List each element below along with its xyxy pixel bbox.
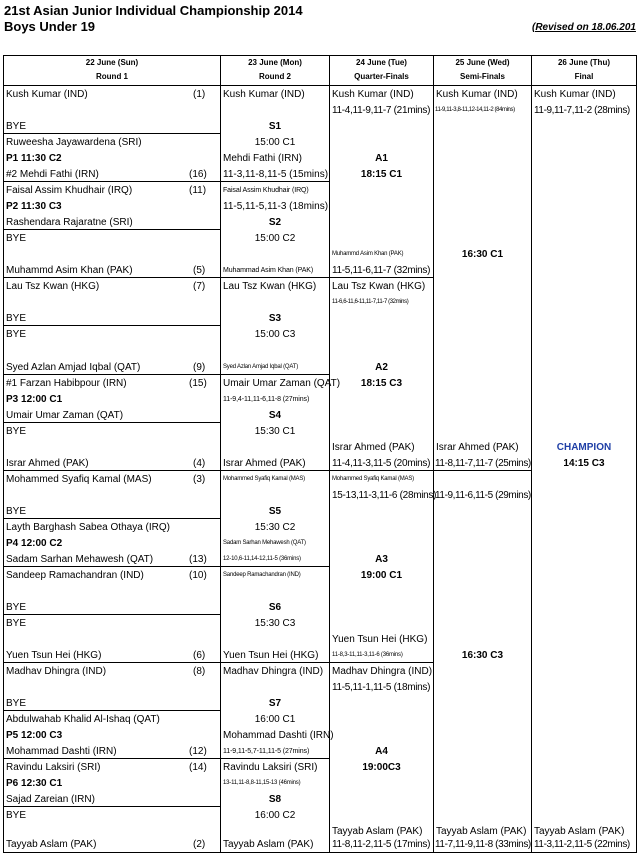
player-entry: Abdulwahab Khalid Al-Ishaq (QAT)	[6, 714, 160, 725]
match-score: 11-8,3-11,11-3,11-6 (36mins)	[332, 652, 403, 658]
seed: (16)	[189, 169, 207, 180]
seed: (8)	[193, 666, 206, 677]
player-entry: Ravindu Laksiri (SRI)	[6, 762, 101, 773]
bracket-line	[220, 374, 329, 375]
match-label: S4	[268, 410, 282, 421]
page-title: 21st Asian Junior Individual Championship 2014	[4, 3, 303, 18]
bye-entry: BYE	[6, 810, 27, 821]
col-round: Semi-Finals	[460, 72, 505, 81]
bracket-line	[3, 518, 220, 519]
player-entry: Tayyab Aslam (PAK)	[534, 826, 625, 837]
match-schedule: P4 12:00 C2	[6, 538, 63, 549]
match-time: 14:15 C3	[563, 458, 605, 469]
seed: (5)	[193, 265, 206, 276]
match-label: S3	[268, 313, 282, 324]
seed: (13)	[189, 554, 207, 565]
bye-entry: BYE	[6, 506, 27, 517]
match-score: 15-13,11-3,11-6 (28mins)	[332, 490, 437, 501]
player-entry: Tayyab Aslam (PAK)	[223, 839, 314, 850]
bye-entry: BYE	[6, 329, 27, 340]
match-time: 16:00 C1	[254, 714, 296, 725]
bracket-line	[329, 662, 433, 663]
player-entry: Israr Ahmed (PAK)	[436, 442, 519, 453]
player-entry: Sandeep Ramachandran (IND)	[223, 572, 301, 578]
col-date: 22 June (Sun)	[85, 58, 139, 67]
match-score: 11-9,4-11,11-6,11-8 (27mins)	[223, 396, 310, 403]
bye-entry: BYE	[6, 602, 27, 613]
player-entry: Umair Umar Zaman (QAT)	[6, 410, 124, 421]
seed: (12)	[189, 746, 207, 757]
match-score: 11-3,11-2,11-5 (22mins)	[534, 839, 630, 850]
match-time: 15:00 C1	[254, 137, 296, 148]
bracket-line	[220, 181, 329, 182]
match-time: 15:30 C3	[254, 618, 296, 629]
player-entry: Faisal Assim Khudhair (IRQ)	[223, 187, 309, 194]
col-date: 23 June (Mon)	[248, 58, 302, 67]
player-entry: Muhammad Asim Khan (PAK)	[223, 267, 314, 274]
player-entry: Tayyab Aslam (PAK)	[6, 839, 97, 850]
player-entry: Kush Kumar (IND)	[436, 89, 518, 100]
player-entry: Yuen Tsun Hei (HKG)	[332, 634, 428, 645]
player-entry: Syed Azlan Amjad Iqbal (QAT)	[6, 362, 141, 373]
player-entry: Kush Kumar (IND)	[223, 89, 305, 100]
match-time: 15:30 C1	[254, 426, 296, 437]
page-subtitle: Boys Under 19	[4, 19, 96, 34]
table-border-bottom	[3, 852, 637, 853]
bracket-line	[220, 758, 329, 759]
champion-label: CHAMPION	[556, 442, 612, 453]
player-entry: Israr Ahmed (PAK)	[223, 458, 306, 469]
match-time: 16:30 C3	[461, 650, 504, 661]
match-label: A4	[375, 746, 388, 757]
match-time: 15:00 C3	[254, 329, 296, 340]
player-entry: Madhav Dhingra (IND)	[6, 666, 107, 677]
col-divider	[220, 55, 221, 853]
col-divider	[433, 55, 434, 853]
player-entry: Sajad Zareian (IRN)	[6, 794, 95, 805]
player-entry: Mohammed Syafiq Kamal (MAS)	[6, 474, 152, 485]
match-score: 11-3,11-8,11-5 (15mins)	[223, 169, 329, 180]
player-entry: Israr Ahmed (PAK)	[332, 442, 415, 453]
match-schedule: P5 12:00 C3	[6, 730, 63, 741]
bracket-line	[3, 277, 220, 278]
player-entry: Lau Tsz Kwan (HKG)	[6, 281, 100, 292]
bracket-line	[3, 422, 220, 423]
bracket-line	[3, 614, 220, 615]
bracket-line	[3, 662, 220, 663]
col-divider	[3, 55, 4, 853]
match-time: 16:30 C1	[461, 249, 504, 260]
player-entry: Kush Kumar (IND)	[332, 89, 414, 100]
col-date: 24 June (Tue)	[356, 58, 407, 67]
seed: (6)	[193, 650, 206, 661]
bracket-line	[329, 277, 433, 278]
match-label: S5	[268, 506, 282, 517]
seed: (3)	[193, 474, 206, 485]
col-divider	[531, 55, 532, 853]
seed: (9)	[193, 362, 206, 373]
bye-entry: BYE	[6, 121, 27, 132]
bracket-line	[3, 758, 220, 759]
player-entry: Israr Ahmed (PAK)	[6, 458, 89, 469]
bracket-line	[220, 470, 329, 471]
bye-entry: BYE	[6, 233, 27, 244]
match-label: A3	[375, 554, 388, 565]
col-round: Round 2	[259, 72, 291, 81]
header-divider	[3, 85, 637, 86]
match-score: 11-5,11-5,11-3 (18mins)	[223, 201, 329, 212]
player-entry: Ravindu Laksiri (SRI)	[223, 762, 318, 773]
player-entry: Sadam Sarhan Mehawesh (QAT)	[6, 554, 154, 565]
player-entry: Kush Kumar (IND)	[6, 89, 88, 100]
player-entry: Mohammad Dashti (IRN)	[6, 746, 117, 757]
bracket-line	[3, 566, 220, 567]
player-entry: Lau Tsz Kwan (HKG)	[332, 281, 426, 292]
match-time: 15:00 C2	[254, 233, 296, 244]
player-entry: #2 Mehdi Fathi (IRN)	[6, 169, 99, 180]
bracket-line	[3, 229, 220, 230]
match-label: S1	[268, 121, 282, 132]
match-label: A1	[375, 153, 388, 164]
player-entry: Tayyab Aslam (PAK)	[436, 826, 527, 837]
match-score: 11-8,11-7,11-7 (25mins)	[435, 458, 531, 469]
match-score: 11-8,11-2,11-5 (17mins)	[332, 839, 431, 850]
player-entry: Tayyab Aslam (PAK)	[332, 826, 423, 837]
player-entry: Mohammad Dashti (IRN)	[223, 730, 334, 741]
match-score: 13-11,11-8,8-11,15-13 (46mins)	[223, 780, 301, 786]
bracket-line	[329, 470, 433, 471]
bracket-line	[3, 710, 220, 711]
match-score: 11-9,11-7,11-2 (28mins)	[534, 105, 630, 116]
player-entry: Madhav Dhingra (IND)	[332, 666, 433, 677]
player-entry: Muhammd Asim Khan (PAK)	[332, 251, 404, 257]
match-score: 11-4,11-9,11-7 (21mins)	[332, 105, 431, 116]
match-score: 11-9,11-6,11-5 (29mins)	[435, 490, 531, 501]
bracket-line	[3, 325, 220, 326]
match-time: 15:30 C2	[254, 522, 296, 533]
player-entry: Yuen Tsun Hei (HKG)	[223, 650, 319, 661]
bye-entry: BYE	[6, 698, 27, 709]
bracket-line	[3, 181, 220, 182]
seed: (2)	[193, 839, 206, 850]
match-schedule: P3 12:00 C1	[6, 394, 63, 405]
match-score: 11-9,11-5,7-11,11-5 (27mins)	[223, 748, 310, 755]
match-label: S7	[268, 698, 282, 709]
player-entry: Umair Umar Zaman (QAT)	[223, 378, 341, 389]
seed: (11)	[189, 185, 207, 196]
player-entry: Madhav Dhingra (IND)	[223, 666, 324, 677]
player-entry: Sadam Sarhan Mehawesh (QAT)	[223, 540, 306, 546]
player-entry: #1 Farzan Habibpour (IRN)	[6, 378, 127, 389]
player-entry: Muhammd Asim Khan (PAK)	[6, 265, 133, 276]
seed: (15)	[189, 378, 207, 389]
table-border-top	[3, 55, 637, 56]
bracket-line	[3, 806, 220, 807]
bye-entry: BYE	[6, 313, 27, 324]
bracket-line	[220, 662, 329, 663]
match-schedule: P2 11:30 C3	[6, 201, 62, 212]
match-score: 11-5,11-1,11-5 (18mins)	[332, 682, 431, 693]
match-time: 19:00 C1	[360, 570, 403, 581]
player-entry: Syed Azlan Amjad Iqbal (QAT)	[223, 364, 298, 370]
col-date: 25 June (Wed)	[455, 58, 510, 67]
player-entry: Rashendara Rajaratne (SRI)	[6, 217, 133, 228]
player-entry: Kush Kumar (IND)	[534, 89, 616, 100]
player-entry: Faisal Assim Khudhair (IRQ)	[6, 185, 133, 196]
match-schedule: P6 12:30 C1	[6, 778, 63, 789]
match-score: 11-6,6-11,6-11,11-7,11-7 (32mins)	[332, 299, 409, 305]
match-schedule: P1 11:30 C2	[6, 153, 62, 164]
bracket-line	[220, 277, 329, 278]
seed: (4)	[193, 458, 206, 469]
bracket-line	[220, 566, 329, 567]
player-entry: Layth Barghash Sabea Othaya (IRQ)	[6, 522, 170, 533]
col-round: Round 1	[96, 72, 128, 81]
match-label: S8	[268, 794, 282, 805]
bracket-line	[3, 133, 220, 134]
col-date: 26 June (Thu)	[557, 58, 610, 67]
match-time: 16:00 C2	[254, 810, 296, 821]
bracket-line	[433, 470, 531, 471]
player-entry: Mehdi Fathi (IRN)	[223, 153, 302, 164]
player-entry: Mohammed Syafiq Kamal (MAS)	[223, 476, 305, 482]
player-entry: Lau Tsz Kwan (HKG)	[223, 281, 317, 292]
bracket-line	[3, 470, 220, 471]
seed: (7)	[193, 281, 206, 292]
player-entry: Mohammed Syafiq Kamal (MAS)	[332, 476, 414, 482]
player-entry: Yuen Tsun Hei (HKG)	[6, 650, 102, 661]
seed: (14)	[189, 762, 207, 773]
match-time: 18:15 C1	[360, 169, 403, 180]
col-round: Final	[574, 72, 594, 81]
match-label: S6	[268, 602, 282, 613]
bye-entry: BYE	[6, 426, 27, 437]
match-score: 11-9,11-3,8-11,12-14,11-2 (84mins)	[435, 107, 515, 113]
player-entry: Ruweesha Jayawardena (SRI)	[6, 137, 142, 148]
match-score: 12-10,6-11,14-12,11-5 (36mins)	[223, 556, 301, 562]
seed: (10)	[189, 570, 207, 581]
match-score: 11-5,11-6,11-7 (32mins)	[332, 265, 431, 276]
revised-note: (Revised on 18.06.201	[532, 22, 636, 33]
match-time: 18:15 C3	[360, 378, 403, 389]
match-time: 19:00C3	[362, 762, 401, 773]
col-divider	[636, 55, 637, 853]
bye-entry: BYE	[6, 618, 27, 629]
col-round: Quarter-Finals	[354, 72, 409, 81]
match-label: S2	[268, 217, 282, 228]
match-score: 11-7,11-9,11-8 (33mins)	[435, 839, 531, 850]
seed: (1)	[193, 89, 206, 100]
match-score: 11-4,11-3,11-5 (20mins)	[332, 458, 431, 469]
match-label: A2	[375, 362, 388, 373]
bracket-line	[3, 374, 220, 375]
player-entry: Sandeep Ramachandran (IND)	[6, 570, 144, 581]
